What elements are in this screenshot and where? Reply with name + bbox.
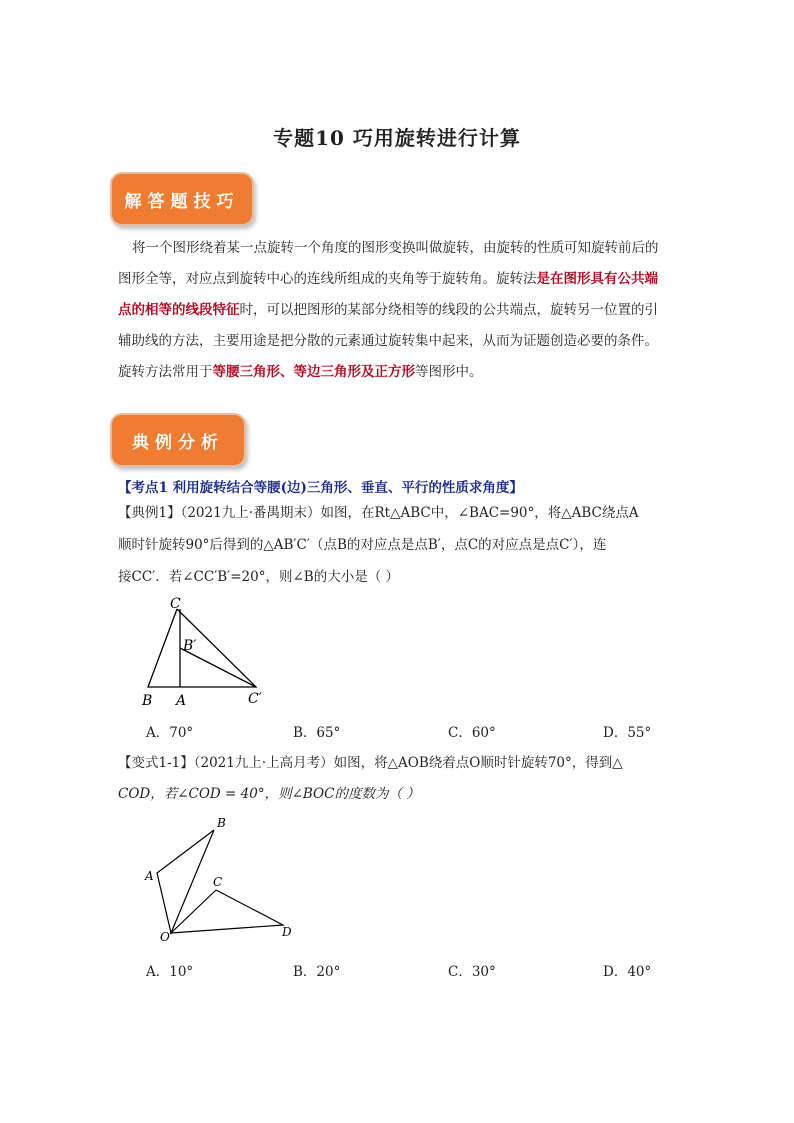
section-badge-skills bbox=[110, 172, 254, 226]
q2-option-b[interactable]: B．20° bbox=[293, 964, 341, 980]
q2-option-c[interactable]: C．30° bbox=[448, 964, 496, 980]
q2-option-d[interactable]: D．40° bbox=[603, 964, 652, 980]
intro-line: 将一个图形绕着某一点旋转一个角度的图形变换叫做旋转，由旋转的性质可知旋转前后的 bbox=[132, 240, 659, 256]
q2-option-a[interactable]: A．10° bbox=[146, 964, 194, 980]
q1-text-line: 顺时针旋转90°后得到的△AB′C′（点B的对应点是点B′，点C的对应点是点C′），连 bbox=[118, 537, 607, 553]
q1-label-cprime: C′ bbox=[248, 691, 262, 707]
page-title: 专题10 巧用旋转进行计算 bbox=[273, 126, 521, 150]
section-badge-label: 典例分析 bbox=[132, 432, 224, 453]
intro-text: 旋转方法常用于 bbox=[118, 364, 213, 380]
q2-label-d: D bbox=[282, 925, 292, 939]
intro-text: 等图形中。 bbox=[415, 364, 483, 380]
q1-label-c: C bbox=[170, 596, 181, 612]
intro-highlight: 等腰三角形、等边三角形及正方形 bbox=[212, 364, 415, 380]
intro-highlight: 是在图形具有公共端 bbox=[536, 271, 658, 287]
q1-option-d[interactable]: D．55° bbox=[603, 725, 652, 741]
q2-rotation-figure bbox=[140, 812, 300, 947]
q1-label-a: A bbox=[176, 693, 187, 709]
section-badge-label: 解答题技巧 bbox=[124, 191, 240, 212]
q1-text-line: 【典例1】（2021九上·番禺期末）如图，在Rt△ABC中，∠BAC=90°，将△ABC绕点A bbox=[118, 505, 639, 521]
intro-line bbox=[118, 264, 678, 295]
q1-triangle-outline bbox=[148, 609, 256, 687]
q1-option-b[interactable]: B．65° bbox=[293, 725, 341, 741]
intro-highlight: 点的相等的线段特征 bbox=[118, 302, 240, 318]
q1-label-bprime: B′ bbox=[183, 638, 197, 654]
q2-triangle-aob bbox=[157, 830, 214, 933]
q1-text-line: 接CC′．若∠CC′B′=20°，则∠B的大小是（ ） bbox=[118, 569, 400, 585]
q2-text-line: 【变式1-1】（2021九上·上高月考）如图，将△AOB绕着点O顺时针旋转70°，得到△ bbox=[118, 755, 623, 771]
intro-line: 辅助线的方法，主要用途是把分散的元素通过旋转集中起来，从而为证题创造必要的条件。 bbox=[118, 333, 658, 349]
intro-line bbox=[118, 357, 678, 388]
q1-option-c[interactable]: C．60° bbox=[448, 725, 496, 741]
q2-text-line: COD，若∠COD = 40°，则∠BOC的度数为（ ） bbox=[118, 786, 420, 802]
q2-triangle-cod bbox=[171, 890, 283, 933]
q1-triangle-figure bbox=[130, 595, 280, 713]
intro-text: 图形全等，对应点到旋转中心的连线所组成的夹角等于旋转角。旋转法 bbox=[118, 271, 537, 287]
q1-option-a[interactable]: A．70° bbox=[146, 725, 194, 741]
intro-line bbox=[118, 295, 678, 326]
intro-text: 时，可以把图形的某部分绕相等的线段的公共端点，旋转另一位置的引 bbox=[239, 302, 658, 318]
intro-paragraph bbox=[118, 233, 678, 388]
section-badge-examples bbox=[110, 413, 246, 467]
q2-label-c: C bbox=[213, 875, 223, 889]
q1-label-b: B bbox=[142, 693, 153, 709]
q2-label-o: O bbox=[160, 930, 170, 944]
q2-label-b: B bbox=[217, 816, 226, 830]
q2-label-a: A bbox=[145, 869, 154, 883]
topic-heading: 【考点1 利用旋转结合等腰(边)三角形、垂直、平行的性质求角度】 bbox=[118, 480, 523, 496]
